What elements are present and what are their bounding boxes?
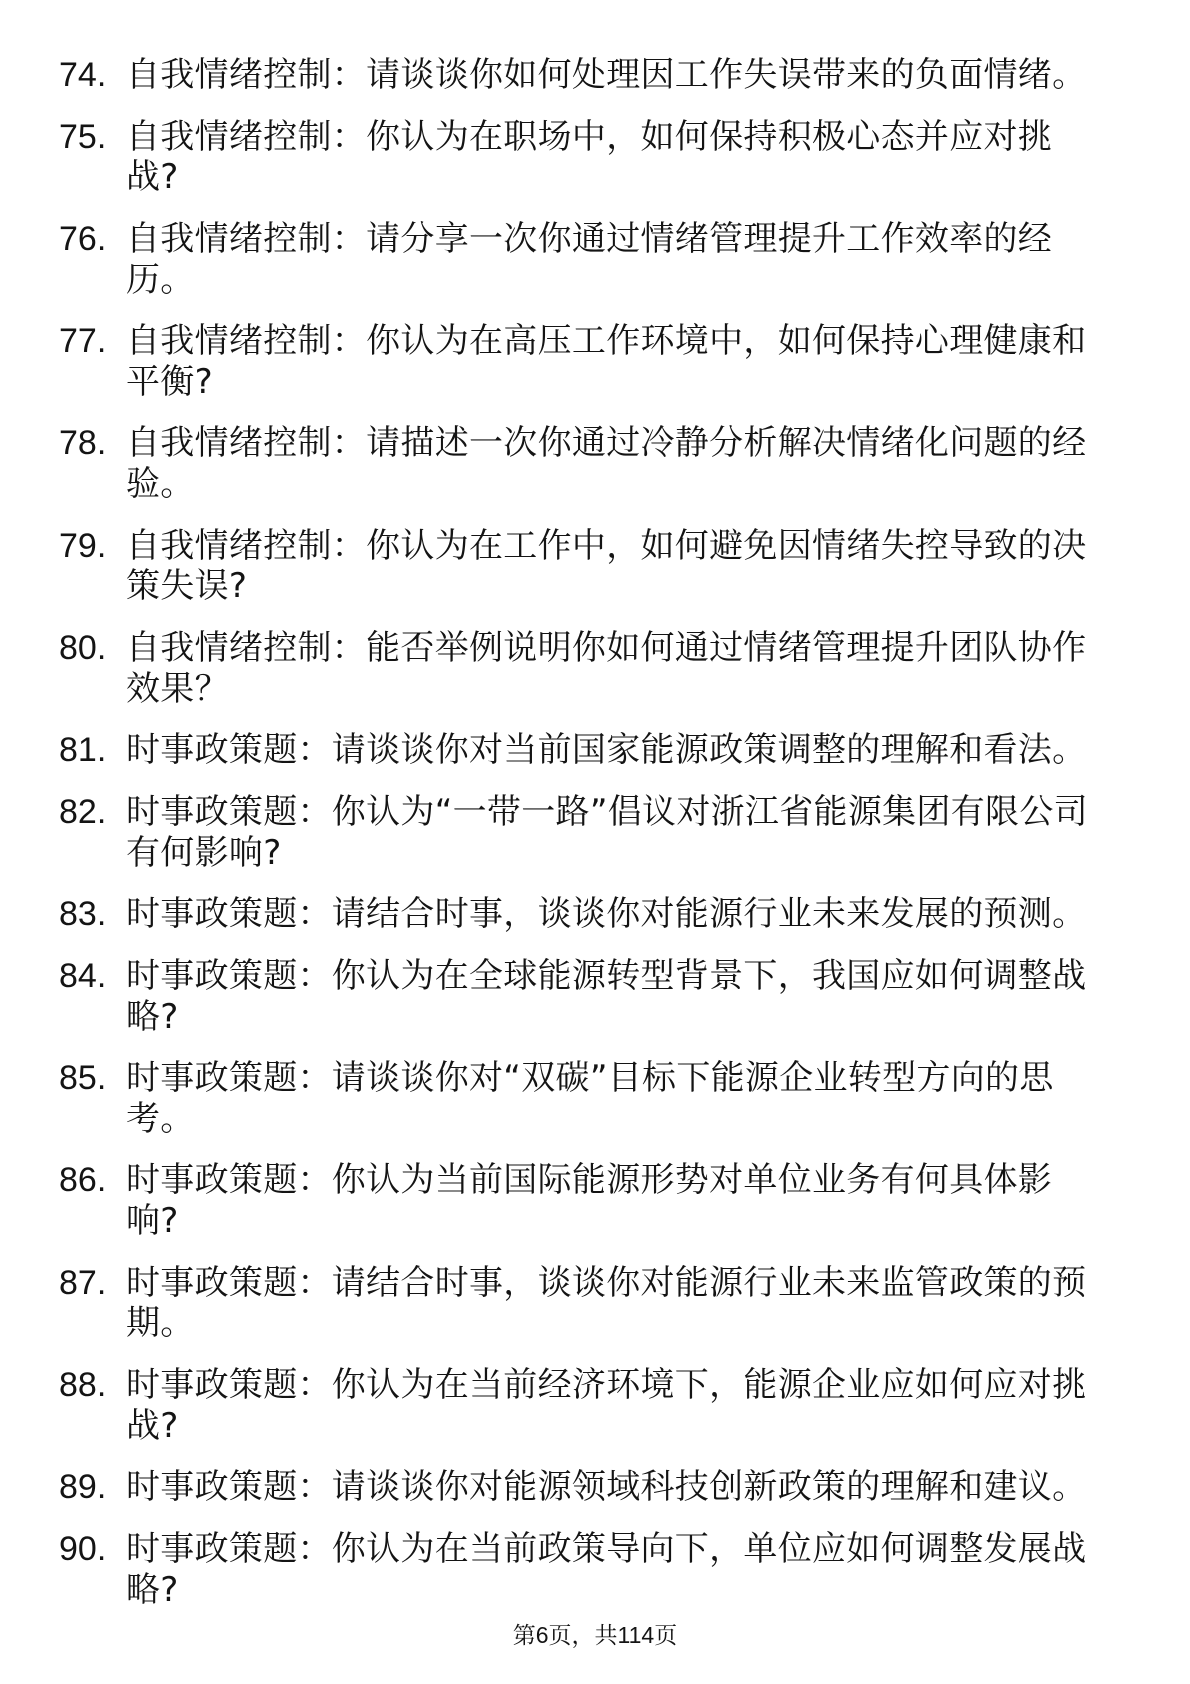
question-line: 略? <box>126 1569 179 1610</box>
question-number: 82. <box>59 792 107 831</box>
question-line: 时事政策题：请结合时事，谈谈你对能源行业未来发展的预测。 <box>126 894 1087 935</box>
question-line: 略? <box>126 996 179 1037</box>
question-line: 自我情绪控制：请分享一次你通过情绪管理提升工作效率的经 <box>126 218 1053 259</box>
question-item <box>59 1058 1159 1139</box>
question-number: 78. <box>59 424 107 463</box>
question-text <box>126 1263 1159 1344</box>
question-text <box>126 117 1159 198</box>
question-line: 时事政策题：请谈谈你对当前国家能源政策调整的理解和看法。 <box>126 730 1087 771</box>
question-text <box>126 321 1159 402</box>
question-line: 自我情绪控制：请描述一次你通过冷静分析解决情绪化问题的经 <box>126 423 1087 464</box>
question-line: 有何影响? <box>126 832 282 873</box>
question-line: 时事政策题：请谈谈你对能源领域科技创新政策的理解和建议。 <box>126 1467 1087 1508</box>
question-line: 自我情绪控制：你认为在高压工作环境中，如何保持心理健康和 <box>126 321 1087 362</box>
question-number: 80. <box>59 629 107 668</box>
question-item <box>59 894 1159 935</box>
question-line: 平衡? <box>126 361 213 402</box>
question-line: 效果？ <box>126 668 229 709</box>
question-number: 79. <box>59 526 107 565</box>
question-text <box>126 1058 1159 1139</box>
question-text <box>126 628 1159 709</box>
question-line: 验。 <box>126 464 195 505</box>
question-line: 时事政策题：请结合时事，谈谈你对能源行业未来监管政策的预 <box>126 1262 1087 1303</box>
question-line: 策失误? <box>126 566 248 607</box>
question-number: 81. <box>59 731 107 770</box>
question-line: 期。 <box>126 1303 195 1344</box>
question-number: 75. <box>59 117 107 156</box>
question-item <box>59 628 1159 709</box>
question-text <box>126 1529 1159 1610</box>
question-number: 85. <box>59 1059 107 1098</box>
question-number: 88. <box>59 1366 107 1405</box>
question-text <box>126 1160 1159 1241</box>
question-text <box>126 730 1159 771</box>
question-item <box>59 1529 1159 1610</box>
question-text <box>126 956 1159 1037</box>
question-item <box>59 117 1159 198</box>
question-list <box>59 55 1159 1631</box>
question-number: 76. <box>59 219 107 258</box>
page-footer: 第6页，共114页 <box>512 1622 678 1648</box>
question-item <box>59 1160 1159 1241</box>
question-text <box>126 423 1159 504</box>
question-line: 响? <box>126 1201 179 1242</box>
question-line: 时事政策题：你认为在当前经济环境下，能源企业应如何应对挑 <box>126 1365 1087 1406</box>
question-item <box>59 55 1159 96</box>
question-item <box>59 956 1159 1037</box>
question-text <box>126 894 1159 935</box>
question-item <box>59 1263 1159 1344</box>
question-item <box>59 792 1159 873</box>
question-number: 89. <box>59 1468 107 1507</box>
question-line: 时事政策题：你认为“一带一路”倡议对浙江省能源集团有限公司 <box>126 791 1088 832</box>
question-number: 90. <box>59 1529 107 1568</box>
question-text <box>126 219 1159 300</box>
question-line: 时事政策题：你认为在当前政策导向下，单位应如何调整发展战 <box>126 1528 1087 1569</box>
question-line: 自我情绪控制：你认为在职场中，如何保持积极心态并应对挑 <box>126 116 1053 157</box>
question-line: 时事政策题：你认为当前国际能源形势对单位业务有何具体影 <box>126 1160 1053 1201</box>
question-number: 84. <box>59 956 107 995</box>
question-number: 86. <box>59 1161 107 1200</box>
question-text <box>126 792 1159 873</box>
question-number: 74. <box>59 56 107 94</box>
question-number: 87. <box>59 1263 107 1302</box>
question-line: 时事政策题：你认为在全球能源转型背景下，我国应如何调整战 <box>126 955 1087 996</box>
question-line: 战? <box>126 157 179 198</box>
question-item <box>59 423 1159 504</box>
question-text <box>126 1467 1159 1508</box>
question-item <box>59 321 1159 402</box>
question-number: 83. <box>59 895 107 934</box>
question-item <box>59 219 1159 300</box>
question-line: 历。 <box>126 259 195 300</box>
question-text <box>126 1365 1159 1446</box>
question-line: 战? <box>126 1405 179 1446</box>
question-line: 时事政策题：请谈谈你对“双碳”目标下能源企业转型方向的思 <box>126 1058 1054 1099</box>
question-line: 考。 <box>126 1098 195 1139</box>
question-item <box>59 730 1159 771</box>
question-number: 77. <box>59 322 107 361</box>
question-item <box>59 1365 1159 1446</box>
question-line: 自我情绪控制：请谈谈你如何处理因工作失误带来的负面情绪。 <box>126 55 1087 95</box>
question-text <box>126 55 1159 96</box>
question-text <box>126 526 1159 607</box>
question-line: 自我情绪控制：能否举例说明你如何通过情绪管理提升团队协作 <box>126 628 1087 669</box>
question-item <box>59 526 1159 607</box>
question-line: 自我情绪控制：你认为在工作中，如何避免因情绪失控导致的决 <box>126 525 1087 566</box>
question-item <box>59 1467 1159 1508</box>
